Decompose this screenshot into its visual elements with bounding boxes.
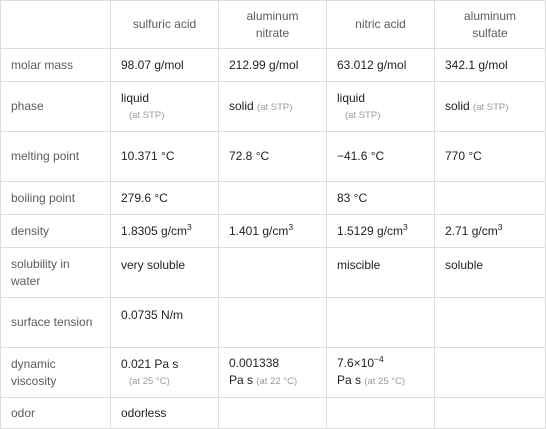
table-cell	[327, 398, 435, 429]
column-header: sulfuric acid	[111, 1, 219, 49]
cell-unit: Pa s	[229, 373, 254, 387]
cell-unit: Pa s	[337, 373, 362, 387]
table-cell	[219, 248, 327, 298]
table-row	[1, 398, 546, 429]
condition-note: (at STP)	[345, 109, 381, 121]
table-cell: very soluble	[111, 248, 219, 298]
table-cell	[435, 82, 546, 132]
table-row	[1, 215, 546, 248]
table-cell: 279.6 °C	[111, 182, 219, 215]
column-header: aluminum nitrate	[219, 1, 327, 49]
table-row	[1, 248, 546, 298]
exponent: 3	[288, 221, 294, 232]
table-cell	[219, 182, 327, 215]
row-label: surface tension	[1, 298, 111, 348]
row-label: molar mass	[1, 49, 111, 82]
row-label: density	[1, 215, 111, 248]
condition-note: (at 25 °C)	[129, 375, 170, 387]
table-cell	[327, 215, 435, 248]
table-cell	[111, 82, 219, 132]
cell-value: 0.001338	[229, 356, 280, 370]
column-header: nitric acid	[327, 1, 435, 49]
row-label: dynamic viscosity	[1, 348, 111, 398]
table-cell: 0.0735 N/m	[111, 298, 219, 348]
table-cell: miscible	[327, 248, 435, 298]
header-row	[1, 1, 546, 49]
cell-value: 2.71 g/cm	[445, 223, 498, 238]
table-cell	[219, 398, 327, 429]
table-cell	[435, 298, 546, 348]
condition-note: (at STP)	[473, 101, 509, 113]
table-cell: 98.07 g/mol	[111, 49, 219, 82]
table-cell: 212.99 g/mol	[219, 49, 327, 82]
table-cell: soluble	[435, 248, 546, 298]
table-row	[1, 182, 546, 215]
cell-value: 7.6×10	[337, 356, 375, 370]
table-row	[1, 298, 546, 348]
cell-value: solid	[229, 98, 254, 113]
table-cell	[219, 348, 327, 398]
cell-value: 1.5129 g/cm	[337, 223, 404, 238]
table-cell: 10.371 °C	[111, 132, 219, 182]
table-cell	[435, 348, 546, 398]
table-cell	[327, 298, 435, 348]
table-row	[1, 348, 546, 398]
table-cell	[219, 215, 327, 248]
exponent: 3	[497, 221, 503, 232]
table-row	[1, 82, 546, 132]
corner-cell	[1, 1, 111, 49]
column-header: aluminum sulfate	[435, 1, 546, 49]
condition-note: (at 22 °C)	[256, 376, 298, 387]
cell-value: solid	[445, 98, 470, 113]
table-cell: 83 °C	[327, 182, 435, 215]
row-label: phase	[1, 82, 111, 132]
cell-value: liquid	[121, 90, 150, 105]
condition-note: (at STP)	[129, 109, 165, 121]
cell-value: 1.8305 g/cm	[121, 223, 188, 238]
row-label: boiling point	[1, 182, 111, 215]
cell-value: 0.021 Pa s	[121, 356, 179, 371]
table-cell	[111, 348, 219, 398]
table-cell: odorless	[111, 398, 219, 429]
row-label: odor	[1, 398, 111, 429]
table-cell	[435, 182, 546, 215]
row-label: solubility in water	[1, 248, 111, 298]
cell-value: liquid	[337, 90, 366, 105]
table-cell: −41.6 °C	[327, 132, 435, 182]
exponent: 3	[187, 221, 192, 232]
table-row	[1, 132, 546, 182]
table-cell	[327, 82, 435, 132]
condition-note: (at STP)	[257, 101, 293, 113]
exponent: 3	[403, 221, 408, 232]
row-label: melting point	[1, 132, 111, 182]
cell-value: 1.401 g/cm	[229, 223, 289, 238]
table-cell	[435, 215, 546, 248]
exponent: −4	[374, 354, 384, 364]
table-cell	[435, 398, 546, 429]
condition-note: (at 25 °C)	[364, 376, 406, 387]
table-cell: 63.012 g/mol	[327, 49, 435, 82]
table-cell: 72.8 °C	[219, 132, 327, 182]
table-cell: 770 °C	[435, 132, 546, 182]
table-cell	[219, 298, 327, 348]
table-cell: 342.1 g/mol	[435, 49, 546, 82]
table-cell	[327, 348, 435, 398]
table-cell	[219, 82, 327, 132]
table-cell	[111, 215, 219, 248]
table-row	[1, 49, 546, 82]
